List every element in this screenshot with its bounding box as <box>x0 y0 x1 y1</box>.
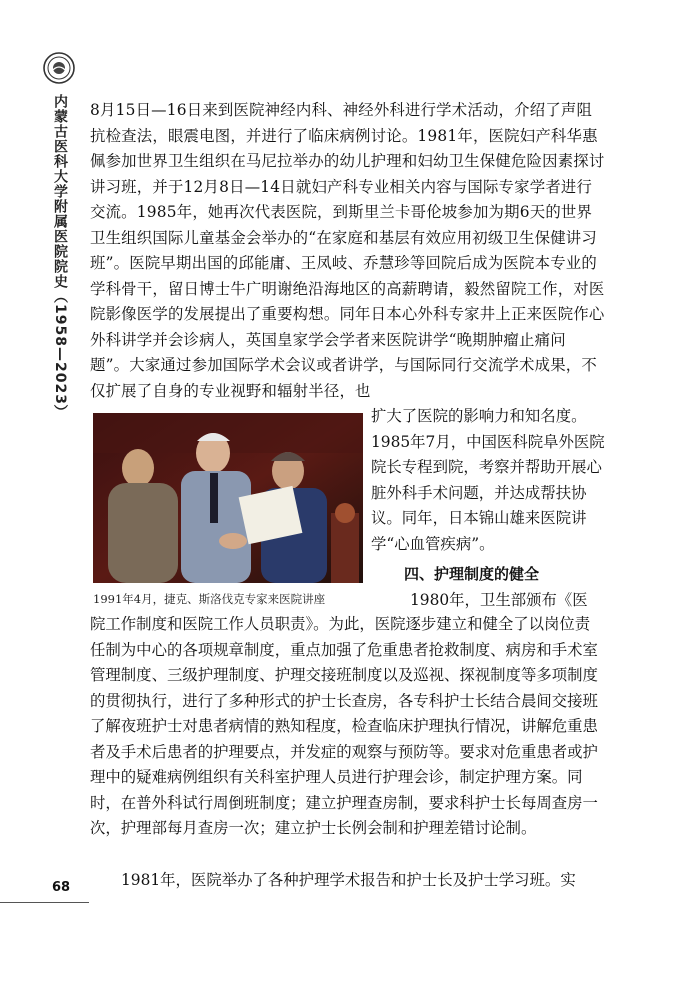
photo-illustration <box>93 413 363 583</box>
side-text-paragraph: 1985年7月，中国医科院阜外医院院长专程到院，考察并帮助开展心脏外科手术问题，并达成帮扶协议。同年，日本锦山雄来医院讲学“心血管疾病”。 <box>371 432 605 553</box>
section-heading: 四、护理制度的健全 <box>404 565 540 583</box>
paragraph-intro: 8月15日—16日来到医院神经内科、神经外科进行学术活动，介绍了声阻抗检查法，眼震电图，并进行了临床病例讨论。1981年，医院妇产科华惠佩参加世界卫生组织在马尼拉举办的幼儿护理和妇幼卫生保健危险因素探讨讲习班，并于12月8日—14日就妇产科专业相关内容与国际专家学者进行交流。1985年，她再次代表医院，到斯里兰卡哥伦坡参加为期6天的世界卫生组织国际儿童基金会举办的“在家庭和基层有效应用初级卫生保健讲习班”。医院早期出国的邱能庸、王凤岐、乔慧珍等回院后成为医院本专业的学科骨干，留日博士牛广明谢绝沿海地区的高薪聘请，毅然留院工作，对医院影像医学的发展提出了重要构想。同年日本心外科专家井上正来医院作心外科讲学并会诊病人，英国皇家学会学者来医院讲学“晚期肿瘤止痛问题”。大家通过参加国际学术会议或者讲学，与国际同行交流学术成果，不仅扩展了自身的专业视野和辐射半径，也 <box>90 101 605 400</box>
page-rule <box>0 902 89 903</box>
photo-caption: 1991年4月，捷克、斯洛伐克专家来医院讲座 <box>93 592 326 606</box>
university-seal-icon <box>43 52 75 84</box>
paragraph-1981: 1981年，医院举办了各种护理学术报告和护士长及护士学习班。实 <box>121 871 576 889</box>
paragraph-1980-start: 1980年，卫生部颁布《医 <box>410 591 588 609</box>
side-text <box>371 404 605 557</box>
page-number: 68 <box>52 880 71 895</box>
book-title: 内蒙古医科大学附属医院院史（1958—2023） <box>52 94 68 420</box>
photo-czech-slovak-experts <box>93 413 363 583</box>
side-text-line1: 扩大了医院的影响力和知名度。 <box>371 407 587 425</box>
paragraph-1980-rest: 院工作制度和医院工作人员职责》。为此，医院逐步建立和健全了以岗位责任制为中心的各项规章制度，重点加强了危重患者抢救制度、病房和手术室管理制度、三级护理制度、护理交接班制度以及巡视、探视制度等多项制度的贯彻执行，进行了多种形式的护士长查房，各专科护士长结合晨间交接班了解夜班护士对患者病情的熟知程度，检查临床护理执行情况，讲解危重患者及手术后患者的护理要点，并发症的观察与预防等。要求对危重患者或护理中的疑难病例组织有关科室护理人员进行护理会诊，制定护理方案。同时，在普外科试行周倒班制度；建立护理查房制，要求科护士长每周查房一次，护理部每月查房一次；建立护士长例会制和护理差错讨论制。 <box>90 615 598 837</box>
